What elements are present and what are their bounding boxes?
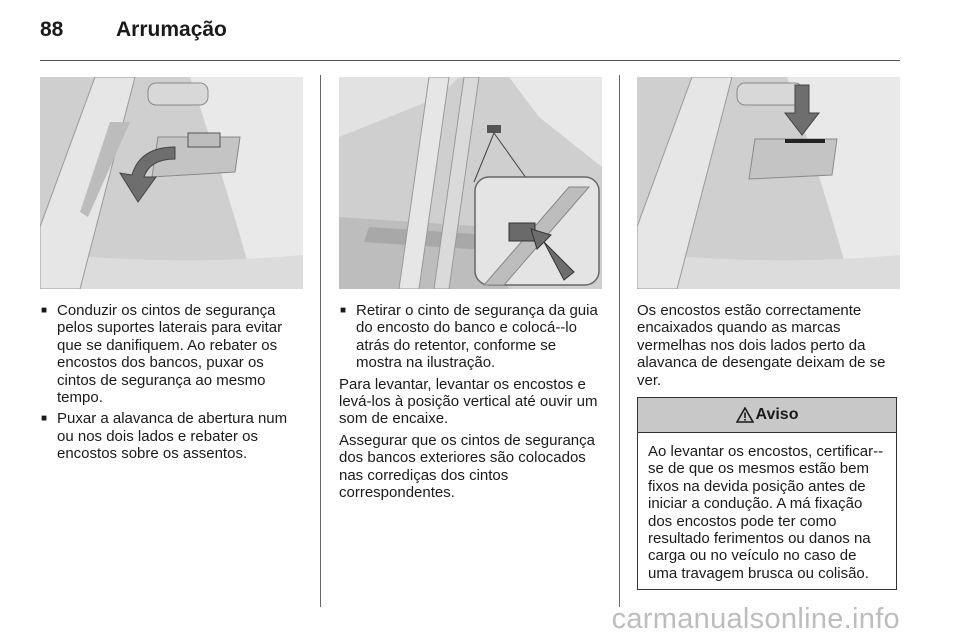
column-divider-1 bbox=[320, 75, 321, 607]
column-2 bbox=[339, 77, 602, 505]
warning-triangle-icon bbox=[736, 407, 754, 423]
illustration-seatbelt-retainer bbox=[339, 77, 602, 289]
column-3 bbox=[637, 77, 900, 590]
page-title: Arrumação bbox=[116, 18, 227, 41]
col2-bullet-list bbox=[339, 302, 602, 372]
illustration-seatbelt-guide bbox=[40, 77, 303, 289]
page-number: 88 bbox=[40, 18, 64, 41]
paragraph: Para levantar, levantar os encostos e levá-los à posição vertical até ouvir um som de encaixe. bbox=[339, 375, 598, 428]
watermark: carmanualsonline.info bbox=[611, 603, 900, 635]
warning-title: Aviso bbox=[755, 406, 799, 424]
column-1 bbox=[40, 77, 303, 467]
page-header bbox=[40, 18, 227, 48]
col2-text bbox=[339, 302, 602, 501]
col1-bullet-list bbox=[40, 302, 303, 463]
list-item: ■ Conduzir os cintos de segurança pelos suportes laterais para evitar que se danifiquem. Ao rebater os encostos dos bancos, puxar os cintos de segurança ao mesmo tempo. bbox=[40, 302, 303, 406]
warning-box bbox=[637, 397, 897, 590]
warning-header bbox=[638, 398, 896, 433]
list-item: ■ Puxar a alavanca de abertura num ou nos dois lados e rebater os encostos sobre os assentos. bbox=[40, 410, 303, 462]
column-divider-2 bbox=[619, 75, 620, 607]
warning-text: Ao levantar os encostos, certificar--se de que os mesmos estão bem fixos na devida posição antes de iniciar a condução. A má fixação dos encostos pode ter como resultado ferimentos ou danos na carga ou no veículo no caso de uma travagem brusca ou colisão. bbox=[648, 443, 884, 582]
illustration-red-marks bbox=[637, 77, 900, 289]
paragraph: Assegurar que os cintos de segurança dos bancos exteriores são colocados nas corrediças dos cintos correspondentes. bbox=[339, 431, 595, 502]
header-divider bbox=[40, 60, 900, 61]
list-item: ■ Retirar o cinto de segurança da guia do encosto do banco e colocá--lo atrás do retentor, conforme se mostra na ilustração. bbox=[339, 302, 602, 372]
col3-paragraph: Os encostos estão correctamente encaixados quando as marcas vermelhas nos dois lados perto da alavanca de desengate deixam de se ver. bbox=[637, 302, 886, 389]
